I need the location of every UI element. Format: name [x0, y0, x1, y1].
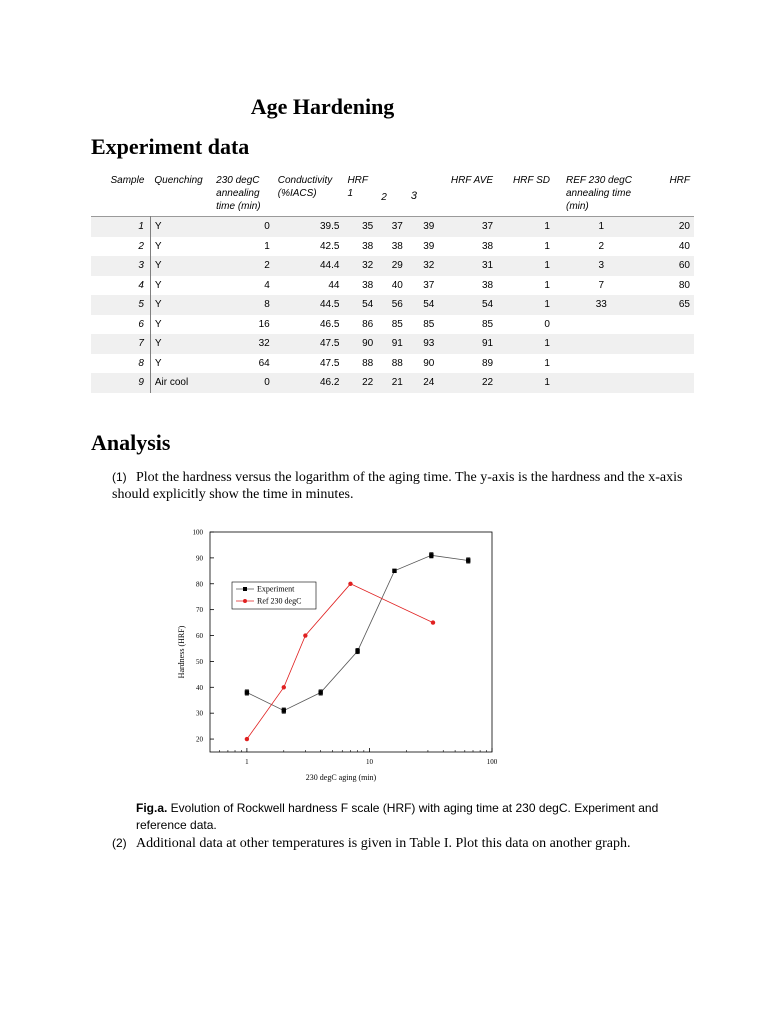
cell-hrf-sd: 1: [544, 240, 550, 252]
cell-hrf-ave: 31: [438, 256, 497, 276]
header-hrf-2: 2: [381, 191, 387, 203]
cell-hrf-1: 22: [343, 373, 377, 393]
cell-hrf-3: 54: [407, 295, 439, 315]
header-ref-hrf: HRF: [669, 175, 690, 186]
cell-quenching: Y: [150, 217, 212, 237]
cell-ref-hrf: 40: [678, 240, 690, 252]
cell-ref-time: [554, 334, 649, 354]
cell-ref-time: 3: [554, 256, 649, 276]
figure-caption: [136, 800, 696, 834]
table-row: [91, 276, 694, 296]
cell-hrf-sd: 1: [497, 217, 554, 237]
cell-annealing-time: 0: [212, 373, 274, 393]
cell-conductivity: 42.5: [319, 240, 340, 252]
cell-conductivity: 39.5: [274, 217, 344, 237]
cell-hrf-ave: 22: [438, 373, 497, 393]
cell-hrf-ave: 89: [481, 357, 494, 369]
x-tick-label: 10: [365, 758, 373, 766]
cell-ref-time: [554, 315, 649, 335]
data-point: [355, 649, 359, 653]
cell-ref-time: 7: [598, 279, 605, 291]
cell-hrf-1: 88: [362, 357, 374, 369]
hardness-chart-svg: [170, 528, 510, 790]
caption-text: Evolution of Rockwell hardness F scale (HRF) with aging time at 230 degC. Experiment and reference data.: [136, 801, 659, 832]
cell-hrf-2: 40: [391, 279, 403, 291]
header-hrf-1: HRF 1: [347, 175, 368, 199]
cell-sample: 1: [91, 217, 150, 237]
cell-hrf-3: 37: [423, 279, 435, 291]
table-row: [91, 295, 694, 315]
cell-hrf-3: 85: [423, 318, 435, 330]
legend-marker: [243, 599, 247, 603]
cell-hrf-sd: 1: [497, 256, 554, 276]
y-tick-label: 100: [192, 528, 203, 537]
cell-hrf-2: 56: [377, 295, 407, 315]
cell-ref-time: 1: [554, 217, 649, 237]
analysis-item-2: [112, 835, 692, 852]
cell-hrf-3: 24: [407, 373, 439, 393]
cell-hrf-ave: 38: [481, 279, 494, 291]
cell-sample: 7: [91, 334, 150, 354]
table-header-row: [91, 171, 694, 217]
data-point: [303, 633, 307, 637]
cell-conductivity: 46.2: [274, 373, 344, 393]
cell-hrf-3: 39: [423, 240, 435, 252]
item-text: Additional data at other temperatures is given in Table I. Plot this data on another graph.: [136, 836, 631, 851]
cell-ref-hrf: [649, 354, 694, 374]
cell-hrf-sd: 1: [497, 295, 554, 315]
item-text: Plot the hardness versus the logarithm of the aging time. The y-axis is the hardness and the x-axis should explicitly show the time in minutes.: [112, 470, 683, 502]
table-row: [91, 256, 694, 276]
y-axis-label: Hardness (HRF): [177, 625, 186, 679]
y-tick-label: 70: [196, 606, 203, 615]
cell-hrf-1: 35: [343, 217, 377, 237]
cell-quenching: Y: [154, 279, 162, 291]
cell-hrf-sd: 1: [497, 334, 554, 354]
data-point: [245, 737, 249, 741]
cell-quenching: Air cool: [150, 373, 212, 393]
hardness-chart: [170, 528, 510, 790]
cell-hrf-sd: 1: [544, 357, 550, 369]
legend-label: Ref 230 degC: [257, 596, 302, 606]
header-ref-annealing-time: REF 230 degC annealing time (min): [565, 175, 632, 212]
data-point: [431, 620, 435, 624]
cell-hrf-sd: 0: [544, 318, 550, 330]
cell-hrf-1: 38: [362, 279, 374, 291]
experiment-data-table: [91, 171, 694, 393]
header-conductivity: Conductivity (%IACS): [277, 175, 333, 199]
x-axis-label: 230 degC aging (min): [305, 773, 377, 782]
header-hrf-ave: HRF AVE: [450, 175, 494, 186]
y-tick-label: 30: [196, 709, 203, 718]
cell-quenching: Y: [154, 318, 162, 330]
cell-sample: 6: [91, 315, 150, 335]
cell-hrf-1: 54: [343, 295, 377, 315]
table-row: [91, 217, 694, 237]
cell-annealing-time: 0: [212, 217, 274, 237]
cell-ref-hrf: 20: [649, 217, 694, 237]
cell-hrf-ave: 54: [438, 295, 497, 315]
table-row: [91, 315, 694, 335]
cell-conductivity: 47.5: [319, 357, 340, 369]
y-tick-label: 90: [196, 554, 203, 563]
cell-sample: 3: [91, 256, 150, 276]
data-point: [245, 690, 249, 694]
cell-ref-hrf: [649, 334, 694, 354]
cell-hrf-ave: 85: [481, 318, 494, 330]
header-hrf-3: 3: [410, 189, 417, 202]
header-annealing-time: 230 degC annealing time (min): [216, 175, 261, 212]
cell-hrf-2: 37: [377, 217, 407, 237]
cell-ref-time: 33: [554, 295, 649, 315]
cell-hrf-sd: 1: [544, 279, 550, 291]
data-point: [282, 708, 286, 712]
cell-quenching: Y: [154, 357, 162, 369]
cell-hrf-2: 21: [377, 373, 407, 393]
cell-hrf-2: 91: [377, 334, 407, 354]
cell-hrf-ave: 37: [438, 217, 497, 237]
cell-sample: 2: [91, 237, 150, 257]
cell-ref-time: 2: [598, 240, 605, 252]
cell-annealing-time: 64: [258, 357, 270, 369]
cell-hrf-1: 86: [362, 318, 374, 330]
y-tick-label: 60: [196, 632, 203, 641]
cell-conductivity: 44.4: [274, 256, 344, 276]
cell-ref-hrf: [649, 373, 694, 393]
cell-hrf-3: 32: [407, 256, 439, 276]
data-point: [318, 690, 322, 694]
header-sample: Sample: [110, 175, 145, 186]
series-line-0: [247, 555, 468, 710]
y-tick-label: 80: [196, 580, 203, 589]
page-title: Age Hardening: [250, 94, 395, 119]
plot-frame: [210, 532, 492, 752]
cell-annealing-time: 16: [258, 318, 270, 330]
cell-quenching: Y: [150, 334, 212, 354]
legend-label: Experiment: [257, 584, 295, 594]
cell-hrf-3: 90: [423, 357, 435, 369]
caption-label: Fig.a.: [136, 801, 168, 815]
section-heading-experiment: Experiment data: [91, 134, 250, 159]
cell-hrf-3: 93: [407, 334, 439, 354]
cell-hrf-1: 32: [343, 256, 377, 276]
cell-hrf-sd: 1: [497, 373, 554, 393]
table-row: [91, 334, 694, 354]
analysis-item-1: [112, 469, 692, 503]
cell-sample: 5: [91, 295, 150, 315]
data-point: [429, 553, 433, 557]
cell-annealing-time: 8: [212, 295, 274, 315]
x-tick-label: 100: [486, 758, 498, 766]
header-hrf-sd: HRF SD: [512, 175, 550, 186]
item-number: (1): [112, 470, 127, 484]
cell-ref-time: [554, 373, 649, 393]
cell-conductivity: 46.5: [319, 318, 340, 330]
table-row: [91, 373, 694, 393]
table-row: [91, 237, 694, 257]
y-tick-label: 40: [196, 683, 203, 692]
cell-ref-hrf: [649, 315, 694, 335]
cell-hrf-2: 29: [377, 256, 407, 276]
cell-conductivity: 44: [328, 279, 340, 291]
data-point: [466, 558, 470, 562]
cell-sample: 8: [91, 354, 150, 374]
cell-hrf-2: 38: [391, 240, 403, 252]
table-row: [91, 354, 694, 374]
header-quenching: Quenching: [154, 175, 203, 186]
cell-quenching: Y: [150, 256, 212, 276]
y-tick-label: 20: [196, 735, 203, 744]
data-point: [282, 685, 286, 689]
cell-hrf-1: 38: [362, 240, 374, 252]
legend-marker: [243, 587, 247, 591]
cell-hrf-2: 85: [391, 318, 403, 330]
cell-annealing-time: 32: [212, 334, 274, 354]
cell-hrf-ave: 91: [438, 334, 497, 354]
cell-conductivity: 47.5: [274, 334, 344, 354]
cell-hrf-ave: 38: [481, 240, 494, 252]
x-tick-label: 1: [245, 758, 249, 766]
cell-annealing-time: 2: [212, 256, 274, 276]
cell-annealing-time: 1: [264, 240, 270, 252]
cell-hrf-2: 88: [391, 357, 403, 369]
cell-quenching: Y: [150, 295, 212, 315]
cell-ref-hrf: 65: [649, 295, 694, 315]
cell-hrf-3: 39: [407, 217, 439, 237]
y-tick-label: 50: [196, 657, 203, 666]
cell-ref-hrf: 80: [678, 279, 690, 291]
cell-ref-hrf: 60: [649, 256, 694, 276]
cell-conductivity: 44.5: [274, 295, 344, 315]
cell-quenching: Y: [154, 240, 162, 252]
cell-hrf-1: 90: [343, 334, 377, 354]
cell-ref-time: [554, 354, 649, 374]
section-heading-analysis: Analysis: [91, 430, 171, 455]
item-number: (2): [112, 836, 127, 850]
cell-annealing-time: 4: [264, 279, 270, 291]
cell-sample: 4: [91, 276, 150, 296]
data-point: [348, 582, 352, 586]
cell-sample: 9: [91, 373, 150, 393]
data-point: [392, 569, 396, 573]
